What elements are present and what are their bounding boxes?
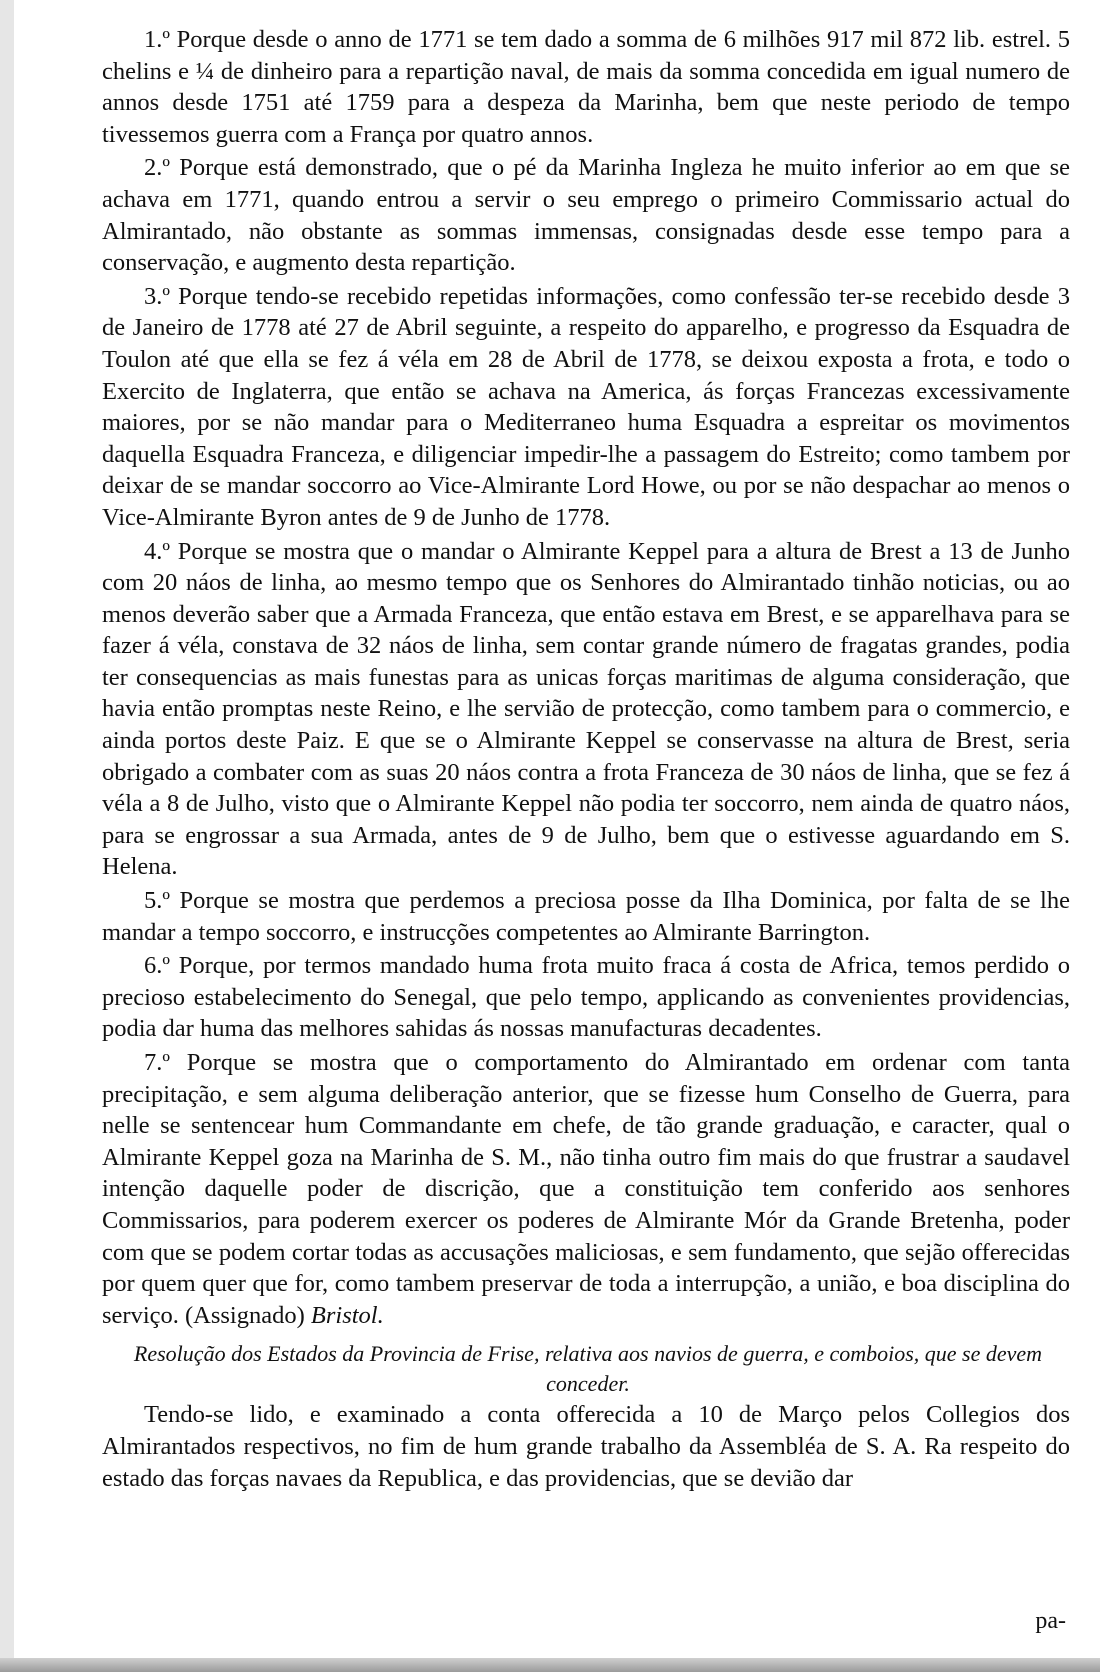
- signature-name: Bristol.: [310, 1301, 384, 1329]
- catchword: pa-: [1035, 1608, 1066, 1634]
- resolution-heading: Resolução dos Estados da Provincia de Frise, relativa aos navios de guerra, e comboios, que se devem conceder.: [133, 1341, 1043, 1397]
- page-left-edge: [0, 0, 14, 1672]
- paragraph-3: 3.º Porque tendo-se recebido repetidas informações, como confessão ter-se recebido desde 3 de Janeiro de 1778 até 27 de Abril seguinte, a respeito do apparelho, e progresso da Esquadra de Toulon até que ella se fez á véla em 28 de Abril de 1778, se deixou exposta a frota, e todo o Exercito de Inglaterra, que então se achava na America, ás forças Francezas excessivamente maiores, por se não mandar para o Mediterraneo huma Esquadra a espreitar os movimentos daquella Esquadra Franceza, e diligenciar impedir-lhe a passagem do Estreito; como tambem por deixar de se mandar soccorro ao Vice-Almirante Lord Howe, ou por se não despachar ao menos o Vice-Almirante Byron antes de 9 de Junho de 1778.: [102, 282, 1070, 531]
- paragraph-7-text: 7.º Porque se mostra que o comportamento do Almirantado em ordenar com tanta precipitação, e sem alguma deliberação anterior, que se fizesse hum Conselho de Guerra, para nelle se sentencear hum Commandante em chefe, de tão grande graduação, e caracter, qual o Almirante Keppel goza na Marinha de S. M., não tinha outro fim mais do que frustrar a saudavel intenção daquelle poder de discrição, que a constituição tem conferido aos senhores Commissarios, para poderem exercer os poderes de Almirante Mór da Grande Bretenha, poder com que se podem cortar todas as accusações maliciosas, e sem fundamento, que sejão offerecidas por quem quer que for, como tambem preservar de toda a interrupção, a união, e boa disciplina do serviço.: [102, 1049, 1070, 1329]
- paragraph-2: 2.º Porque está demonstrado, que o pé da Marinha Ingleza he muito inferior ao em que se achava em 1771, quando entrou a servir o seu emprego o primeiro Commissario actual do Almirantado, não obstante as sommas immensas, consignadas desde esse tempo para a conservação, e augmento desta repartição.: [102, 154, 1070, 277]
- final-paragraph: Tendo-se lido, e examinado a conta offerecida a 10 de Março pelos Collegios dos Almirantados respectivos, no fim de hum grande trabalho da Assembléa de S. A. Ra respeito do estado das forças navaes da Republica, e das providencias, que se devião dar: [102, 1401, 1070, 1492]
- paragraph-6: 6.º Porque, por termos mandado huma frota muito fraca á costa de Africa, temos perdido o precioso estabelecimento do Senegal, que pelo tempo, applicando as convenientes providencias, podia dar huma das melhores sahidas ás nossas manufacturas decadentes.: [102, 952, 1070, 1043]
- paragraph-5: 5.º Porque se mostra que perdemos a preciosa posse da Ilha Dominica, por falta de se lhe mandar a tempo soccorro, e instrucções competentes ao Almirante Barrington.: [102, 887, 1070, 946]
- signature-prefix: (Assignado): [185, 1301, 305, 1329]
- paragraph-4: 4.º Porque se mostra que o mandar o Almirante Keppel para a altura de Brest a 13 de Junho com 20 náos de linha, ao mesmo tempo que os Senhores do Almirantado tinhão noticias, ou ao menos deverão saber que a Armada Franceza, que então estava em Brest, e se apparelhava para se fazer á véla, constava de 32 náos de linha, sem contar grande número de fragatas grandes, podia ter consequencias as mais funestas para as unicas forças maritimas de alguma consideração, que havia então promptas neste Reino, e lhe servião de protecção, como tambem para o commercio, e ainda portos deste Paiz. E que se o Almirante Keppel se conservasse na altura de Brest, seria obrigado a combater com as suas 20 náos contra a frota Franceza de 30 náos de linha, que se fez á véla a 8 de Julho, visto que o Almirante Keppel não podia ter soccorro, nem ainda de quatro náos, para se engrossar a sua Armada, antes de 9 de Julho, bem que o estivesse aguardando em S. Helena.: [102, 537, 1070, 881]
- paragraph-7: [102, 1047, 1070, 1331]
- paragraph-1: 1.º Porque desde o anno de 1771 se tem dado a somma de 6 milhões 917 mil 872 lib. estrel. 5 chelins e ¼ de dinheiro para a repartição naval, de mais da somma concedida em igual numero de annos desde 1751 até 1759 para a despeza da Marinha, bem que neste periodo de tempo tivessemos guerra com a França por quatro annos.: [102, 26, 1070, 148]
- page-bottom-edge: [0, 1658, 1100, 1672]
